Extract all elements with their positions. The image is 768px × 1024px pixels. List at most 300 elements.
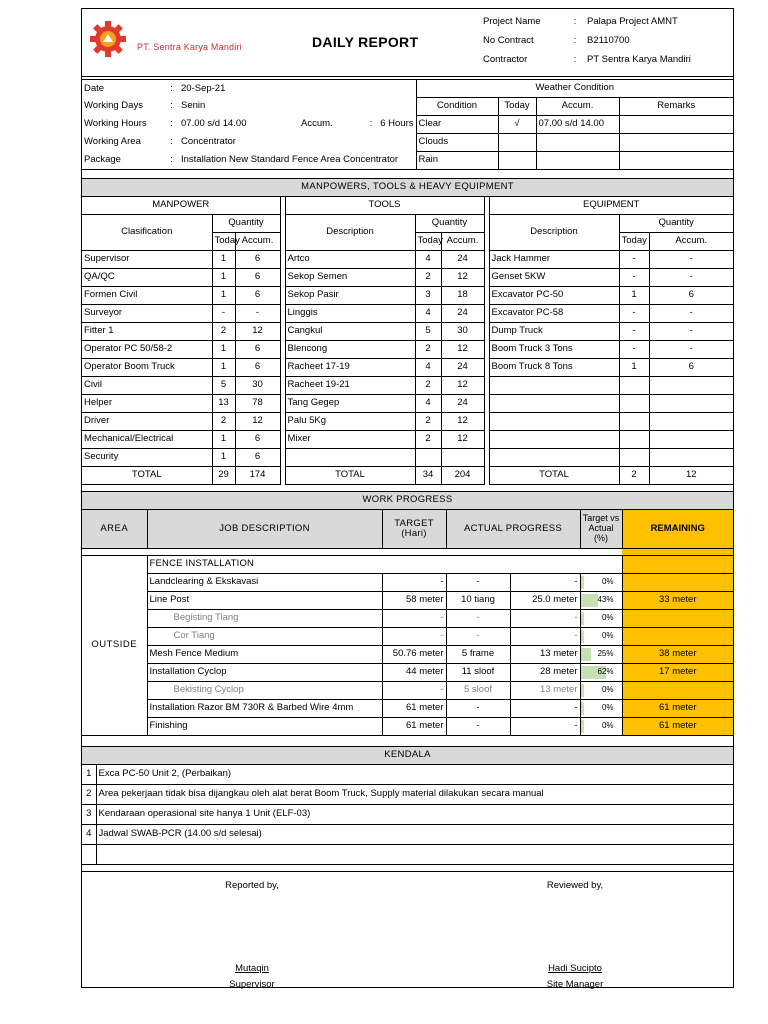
resources-section-title: MANPOWERS, TOOLS & HEAVY EQUIPMENT: [82, 179, 733, 197]
target-value: -: [382, 628, 446, 646]
remaining-value: [622, 628, 733, 646]
working-hours-value: 07.00 s/d 14.00: [181, 118, 247, 130]
tool-today: 3: [415, 287, 441, 305]
job-description: Begisting Tiang: [147, 610, 382, 628]
manpower-clasification: Mechanical/Electrical: [82, 431, 212, 449]
working-area-label: Working Area: [84, 136, 141, 148]
equipment-description: Jack Hammer: [489, 251, 619, 269]
resource-row: [82, 305, 733, 323]
equipment-today-header: Today: [619, 233, 649, 251]
resource-row: [82, 341, 733, 359]
contract-row: [482, 32, 732, 51]
weather-today-rain: [498, 152, 536, 170]
equipment-accum: -: [649, 323, 733, 341]
manpower-clasification: Civil: [82, 377, 212, 395]
progress-row: [82, 664, 733, 682]
reviewed-by-label: Reviewed by,: [546, 880, 604, 891]
actual-meter: 13 meter: [510, 646, 580, 664]
actual-quantity: 10 tiang: [446, 592, 510, 610]
tool-description: Cangkul: [285, 323, 415, 341]
manpower-today: 1: [212, 269, 235, 287]
report-title: DAILY REPORT: [312, 34, 419, 50]
target-value: 61 meter: [382, 718, 446, 736]
tool-description: Racheet 17-19: [285, 359, 415, 377]
work-progress-table: [82, 491, 733, 736]
kendala-item: [82, 845, 733, 865]
kendala-text: Jadwal SWAB-PCR (14.00 s/d selesai): [96, 825, 733, 845]
manpower-today: -: [212, 305, 235, 323]
kendala-item: [82, 765, 733, 785]
area-outside: OUTSIDE: [82, 556, 147, 736]
work-progress-section-title: WORK PROGRESS: [82, 492, 733, 510]
working-area-value: Concentrator: [181, 136, 236, 148]
equipment-description: Excavator PC-50: [489, 287, 619, 305]
contract-value: B2110700: [587, 35, 630, 47]
progress-row: [82, 592, 733, 610]
job-description: Line Post: [147, 592, 382, 610]
equipment-description: Dump Truck: [489, 323, 619, 341]
resource-row: [82, 359, 733, 377]
project-name-row: [482, 13, 732, 32]
target-value: 58 meter: [382, 592, 446, 610]
manpower-total-accum: 174: [235, 467, 280, 485]
manpower-today: 1: [212, 341, 235, 359]
tool-description: Palu 5Kg: [285, 413, 415, 431]
tool-description: Artco: [285, 251, 415, 269]
date-label: Date: [82, 80, 164, 98]
accum-label: Accum.: [301, 118, 333, 130]
resource-row: [82, 413, 733, 431]
clasification-header: Clasification: [82, 215, 212, 251]
equipment-description: [489, 413, 619, 431]
equipment-today: -: [619, 323, 649, 341]
weather-condition-clouds: Clouds: [416, 134, 498, 152]
manpower-today: 2: [212, 323, 235, 341]
actual-meter: 13 meter: [510, 682, 580, 700]
colon: :: [170, 118, 173, 130]
weather-condition-clear: Clear: [416, 116, 498, 134]
daily-report-sheet: [81, 8, 734, 988]
tools-description-header: Description: [285, 215, 415, 251]
job-description-header: JOB DESCRIPTION: [147, 510, 382, 549]
job-description: Cor Tiang: [147, 628, 382, 646]
equipment-today: [619, 431, 649, 449]
tool-accum: 12: [441, 431, 484, 449]
actual-meter: 28 meter: [510, 664, 580, 682]
equipment-quantity-header: Quantity: [619, 215, 733, 233]
equipment-accum: 6: [649, 287, 733, 305]
progress-row: [82, 610, 733, 628]
kendala-text: [96, 845, 733, 865]
progress-percent: 62%: [597, 667, 614, 677]
resource-row: [82, 431, 733, 449]
target-vs-actual-cell: [580, 628, 622, 646]
tool-accum: 12: [441, 269, 484, 287]
target-value: 61 meter: [382, 700, 446, 718]
working-hours-label: Working Hours: [84, 118, 147, 130]
progress-percent: 0%: [601, 685, 614, 695]
manpower-title: MANPOWER: [82, 197, 280, 215]
tool-today: 4: [415, 305, 441, 323]
actual-quantity: -: [446, 574, 510, 592]
tool-description: Mixer: [285, 431, 415, 449]
colon: :: [573, 35, 577, 47]
tool-accum: 18: [441, 287, 484, 305]
resource-row: [82, 323, 733, 341]
progress-row: [82, 646, 733, 664]
contractor-value: PT Sentra Karya Mandiri: [587, 54, 691, 66]
progress-percent: 0%: [601, 721, 614, 731]
weather-condition-rain: Rain: [416, 152, 498, 170]
weather-condition-header: Condition: [416, 98, 498, 116]
equipment-today: [619, 413, 649, 431]
remaining-value: 61 meter: [622, 718, 733, 736]
tool-accum: 24: [441, 305, 484, 323]
kendala-text: Exca PC-50 Unit 2, (Perbaikan): [96, 765, 733, 785]
tools-total-accum: 204: [441, 467, 484, 485]
tool-description: Linggis: [285, 305, 415, 323]
target-value: 50.76 meter: [382, 646, 446, 664]
actual-quantity: 5 frame: [446, 646, 510, 664]
progress-row: [82, 628, 733, 646]
progress-percent: 0%: [601, 577, 614, 587]
equipment-accum-header: Accum.: [649, 233, 733, 251]
equipment-accum: [649, 413, 733, 431]
manpower-clasification: Helper: [82, 395, 212, 413]
target-vs-actual-cell: [580, 718, 622, 736]
manpower-quantity-header: Quantity: [212, 215, 280, 233]
manpower-clasification: Fitter 1: [82, 323, 212, 341]
job-description: Landclearing & Ekskavasi: [147, 574, 382, 592]
manpower-accum: 6: [235, 431, 280, 449]
working-days-label: Working Days: [84, 100, 143, 112]
tool-today: 2: [415, 377, 441, 395]
kendala-title: KENDALA: [82, 747, 733, 765]
colon: :: [573, 16, 577, 28]
contractor-row: [482, 51, 732, 70]
tools-total-label: TOTAL: [285, 467, 415, 485]
accum-value: 6 Hours: [380, 118, 414, 130]
weather-today-header: Today: [498, 98, 536, 116]
actual-meter: -: [510, 718, 580, 736]
job-description: Installation Razor BM 730R & Barbed Wire 4mm: [147, 700, 382, 718]
tool-accum: 30: [441, 323, 484, 341]
kendala-number: [82, 845, 96, 865]
target-header: TARGET (Hari): [382, 510, 446, 549]
reviewed-by-name: Hadi Sucipto: [548, 963, 602, 974]
target-vs-actual-cell: [580, 664, 622, 682]
progress-percent: 0%: [601, 703, 614, 713]
actual-meter: -: [510, 574, 580, 592]
equipment-today: -: [619, 251, 649, 269]
progress-row: [82, 574, 733, 592]
remaining-value: [622, 682, 733, 700]
contract-label: No Contract: [483, 35, 534, 47]
manpower-accum: 78: [235, 395, 280, 413]
equipment-total-today: 2: [619, 467, 649, 485]
tool-today: 2: [415, 431, 441, 449]
tools-accum-header: Accum.: [441, 233, 484, 251]
actual-meter: -: [510, 628, 580, 646]
job-description: Bekisting Cyclop: [147, 682, 382, 700]
project-name-value: Palapa Project AMNT: [587, 16, 678, 28]
weather-today-clouds: [498, 134, 536, 152]
equipment-accum: [649, 395, 733, 413]
kendala-table: [82, 746, 733, 865]
progress-row: [82, 700, 733, 718]
kendala-number: 2: [82, 785, 96, 805]
progress-percent: 0%: [601, 631, 614, 641]
job-description: Installation Cyclop: [147, 664, 382, 682]
manpower-today-header: Today: [212, 233, 235, 251]
tool-description: Racheet 19-21: [285, 377, 415, 395]
progress-percent: 0%: [601, 613, 614, 623]
equipment-description: [489, 449, 619, 467]
resource-row: [82, 269, 733, 287]
tool-accum: 12: [441, 341, 484, 359]
resource-row: [82, 449, 733, 467]
actual-quantity: 11 sloof: [446, 664, 510, 682]
equipment-today: [619, 395, 649, 413]
progress-percent: 43%: [597, 595, 614, 605]
tool-today: 4: [415, 251, 441, 269]
kendala-item: [82, 785, 733, 805]
weather-remarks-rain: [619, 152, 733, 170]
manpower-accum: 12: [235, 323, 280, 341]
remaining-value: 17 meter: [622, 664, 733, 682]
equipment-today: -: [619, 269, 649, 287]
tool-description: Blencong: [285, 341, 415, 359]
colon: :: [170, 136, 173, 148]
work-progress-rows: [82, 556, 733, 736]
manpower-clasification: Supervisor: [82, 251, 212, 269]
weather-accum-clouds: [536, 134, 619, 152]
tool-accum: 12: [441, 413, 484, 431]
tool-today: 2: [415, 341, 441, 359]
manpower-clasification: Formen Civil: [82, 287, 212, 305]
tool-description: Sekop Semen: [285, 269, 415, 287]
kendala-text: Kendaraan operasional site hanya 1 Unit (ELF-03): [96, 805, 733, 825]
equipment-today: 1: [619, 287, 649, 305]
equipment-today: -: [619, 341, 649, 359]
tool-description: Tang Gegep: [285, 395, 415, 413]
kendala-item: [82, 825, 733, 845]
tool-accum: 24: [441, 251, 484, 269]
progress-row: [82, 718, 733, 736]
actual-quantity: -: [446, 700, 510, 718]
progress-group-row: [82, 556, 733, 574]
weather-accum-rain: [536, 152, 619, 170]
kendala-number: 1: [82, 765, 96, 785]
target-vs-actual-cell: [580, 700, 622, 718]
equipment-accum: 6: [649, 359, 733, 377]
area-header: AREA: [82, 510, 147, 549]
equipment-accum: [649, 449, 733, 467]
weather-remarks-clouds: [619, 134, 733, 152]
target-vs-actual-cell: [580, 646, 622, 664]
tool-accum: 24: [441, 395, 484, 413]
tools-today-header: Today: [415, 233, 441, 251]
manpower-clasification: Security: [82, 449, 212, 467]
kendala-list: [82, 765, 733, 865]
remaining-value: [622, 610, 733, 628]
actual-progress-header: ACTUAL PROGRESS: [446, 510, 580, 549]
tool-today: 4: [415, 359, 441, 377]
resource-row: [82, 251, 733, 269]
date-value: 20-Sep-21: [179, 80, 299, 98]
equipment-total-label: TOTAL: [489, 467, 619, 485]
target-vs-actual-cell: [580, 592, 622, 610]
equipment-today: [619, 377, 649, 395]
target-value: -: [382, 682, 446, 700]
kendala-text: Area pekerjaan tidak bisa dijangkau oleh alat berat Boom Truck, Supply material dilakukan secara manual: [96, 785, 733, 805]
contractor-label: Contractor: [483, 54, 528, 66]
equipment-description: Boom Truck 8 Tons: [489, 359, 619, 377]
tool-accum: [441, 449, 484, 467]
equipment-today: 1: [619, 359, 649, 377]
target-vs-actual-cell: [580, 574, 622, 592]
manpower-clasification: Operator PC 50/58-2: [82, 341, 212, 359]
resources-rows: [82, 251, 733, 467]
target-vs-actual-header: Target vs Actual (%): [580, 510, 622, 549]
reported-by-role: Supervisor: [229, 979, 275, 990]
info-weather-table: [82, 79, 733, 170]
remaining-header: REMAINING: [622, 510, 733, 549]
actual-quantity: -: [446, 718, 510, 736]
company-name: PT. Sentra Karya Mandiri: [137, 42, 242, 52]
equipment-description: [489, 377, 619, 395]
colon: :: [164, 152, 179, 170]
company-logo-gear-icon: [88, 21, 136, 61]
manpower-accum: 6: [235, 359, 280, 377]
actual-quantity: 5 sloof: [446, 682, 510, 700]
manpower-accum: 6: [235, 269, 280, 287]
actual-quantity: -: [446, 610, 510, 628]
target-value: -: [382, 610, 446, 628]
progress-row: [82, 682, 733, 700]
manpower-today: 2: [212, 413, 235, 431]
manpower-clasification: Driver: [82, 413, 212, 431]
manpower-accum: 12: [235, 413, 280, 431]
manpower-total-today: 29: [212, 467, 235, 485]
actual-quantity: -: [446, 628, 510, 646]
tool-accum: 24: [441, 359, 484, 377]
actual-meter: -: [510, 700, 580, 718]
project-name-label: Project Name: [483, 16, 541, 28]
equipment-total-accum: 12: [649, 467, 733, 485]
equipment-accum: -: [649, 341, 733, 359]
manpower-today: 1: [212, 287, 235, 305]
manpower-accum: 6: [235, 287, 280, 305]
tools-title: TOOLS: [285, 197, 484, 215]
equipment-accum: [649, 431, 733, 449]
reported-by-name: Mutaqin: [235, 963, 269, 974]
actual-meter: -: [510, 610, 580, 628]
package-label: Package: [82, 152, 164, 170]
manpower-today: 5: [212, 377, 235, 395]
target-vs-actual-cell: [580, 610, 622, 628]
package-value: Installation New Standard Fence Area Concentrator: [179, 152, 416, 170]
manpower-today: 1: [212, 251, 235, 269]
colon: :: [573, 54, 577, 66]
remaining-cell: [622, 556, 733, 574]
equipment-description-header: Description: [489, 215, 619, 251]
colon: :: [170, 100, 173, 112]
weather-accum-header: Accum.: [536, 98, 619, 116]
weather-today-clear: √: [498, 116, 536, 134]
manpower-accum-header: Accum.: [235, 233, 280, 251]
tool-today: 4: [415, 395, 441, 413]
equipment-accum: -: [649, 305, 733, 323]
colon: :: [164, 80, 179, 98]
weather-remarks-clear: [619, 116, 733, 134]
tools-quantity-header: Quantity: [415, 215, 484, 233]
manpower-accum: 6: [235, 449, 280, 467]
remaining-value: 61 meter: [622, 700, 733, 718]
working-days-value: Senin: [181, 100, 206, 112]
kendala-item: [82, 805, 733, 825]
resources-table: [82, 178, 733, 485]
manpower-accum: 6: [235, 341, 280, 359]
signature-section: [82, 871, 733, 1022]
kendala-number: 3: [82, 805, 96, 825]
resource-row: [82, 287, 733, 305]
manpower-today: 1: [212, 431, 235, 449]
equipment-description: Genset 5KW: [489, 269, 619, 287]
reported-by-label: Reported by,: [225, 880, 279, 891]
equipment-today: -: [619, 305, 649, 323]
resource-row: [82, 377, 733, 395]
equipment-accum: -: [649, 269, 733, 287]
manpower-accum: -: [235, 305, 280, 323]
equipment-description: Excavator PC-58: [489, 305, 619, 323]
group-title: FENCE INSTALLATION: [147, 556, 622, 574]
job-description: Finishing: [147, 718, 382, 736]
manpower-today: 1: [212, 449, 235, 467]
tool-today: 2: [415, 413, 441, 431]
remaining-value: 38 meter: [622, 646, 733, 664]
equipment-description: Boom Truck 3 Tons: [489, 341, 619, 359]
manpower-clasification: Surveyor: [82, 305, 212, 323]
tool-today: 5: [415, 323, 441, 341]
remaining-value: 33 meter: [622, 592, 733, 610]
report-header: [82, 9, 733, 77]
equipment-title: EQUIPMENT: [489, 197, 733, 215]
manpower-clasification: QA/QC: [82, 269, 212, 287]
reviewed-by-role: Site Manager: [546, 979, 604, 990]
resource-row: [82, 395, 733, 413]
weather-title: Weather Condition: [416, 80, 733, 98]
tool-accum: 12: [441, 377, 484, 395]
weather-accum-clear: 07.00 s/d 14.00: [536, 116, 619, 134]
target-value: 44 meter: [382, 664, 446, 682]
kendala-number: 4: [82, 825, 96, 845]
tool-today: [415, 449, 441, 467]
actual-meter: 25.0 meter: [510, 592, 580, 610]
manpower-accum: 6: [235, 251, 280, 269]
project-info: [482, 13, 732, 70]
manpower-clasification: Operator Boom Truck: [82, 359, 212, 377]
tool-description: [285, 449, 415, 467]
weather-remarks-header: Remarks: [619, 98, 733, 116]
progress-percent: 25%: [597, 649, 614, 659]
tool-today: 2: [415, 269, 441, 287]
tools-total-today: 34: [415, 467, 441, 485]
manpower-accum: 30: [235, 377, 280, 395]
tool-description: Sekop Pasir: [285, 287, 415, 305]
equipment-description: [489, 395, 619, 413]
colon: :: [369, 118, 373, 130]
